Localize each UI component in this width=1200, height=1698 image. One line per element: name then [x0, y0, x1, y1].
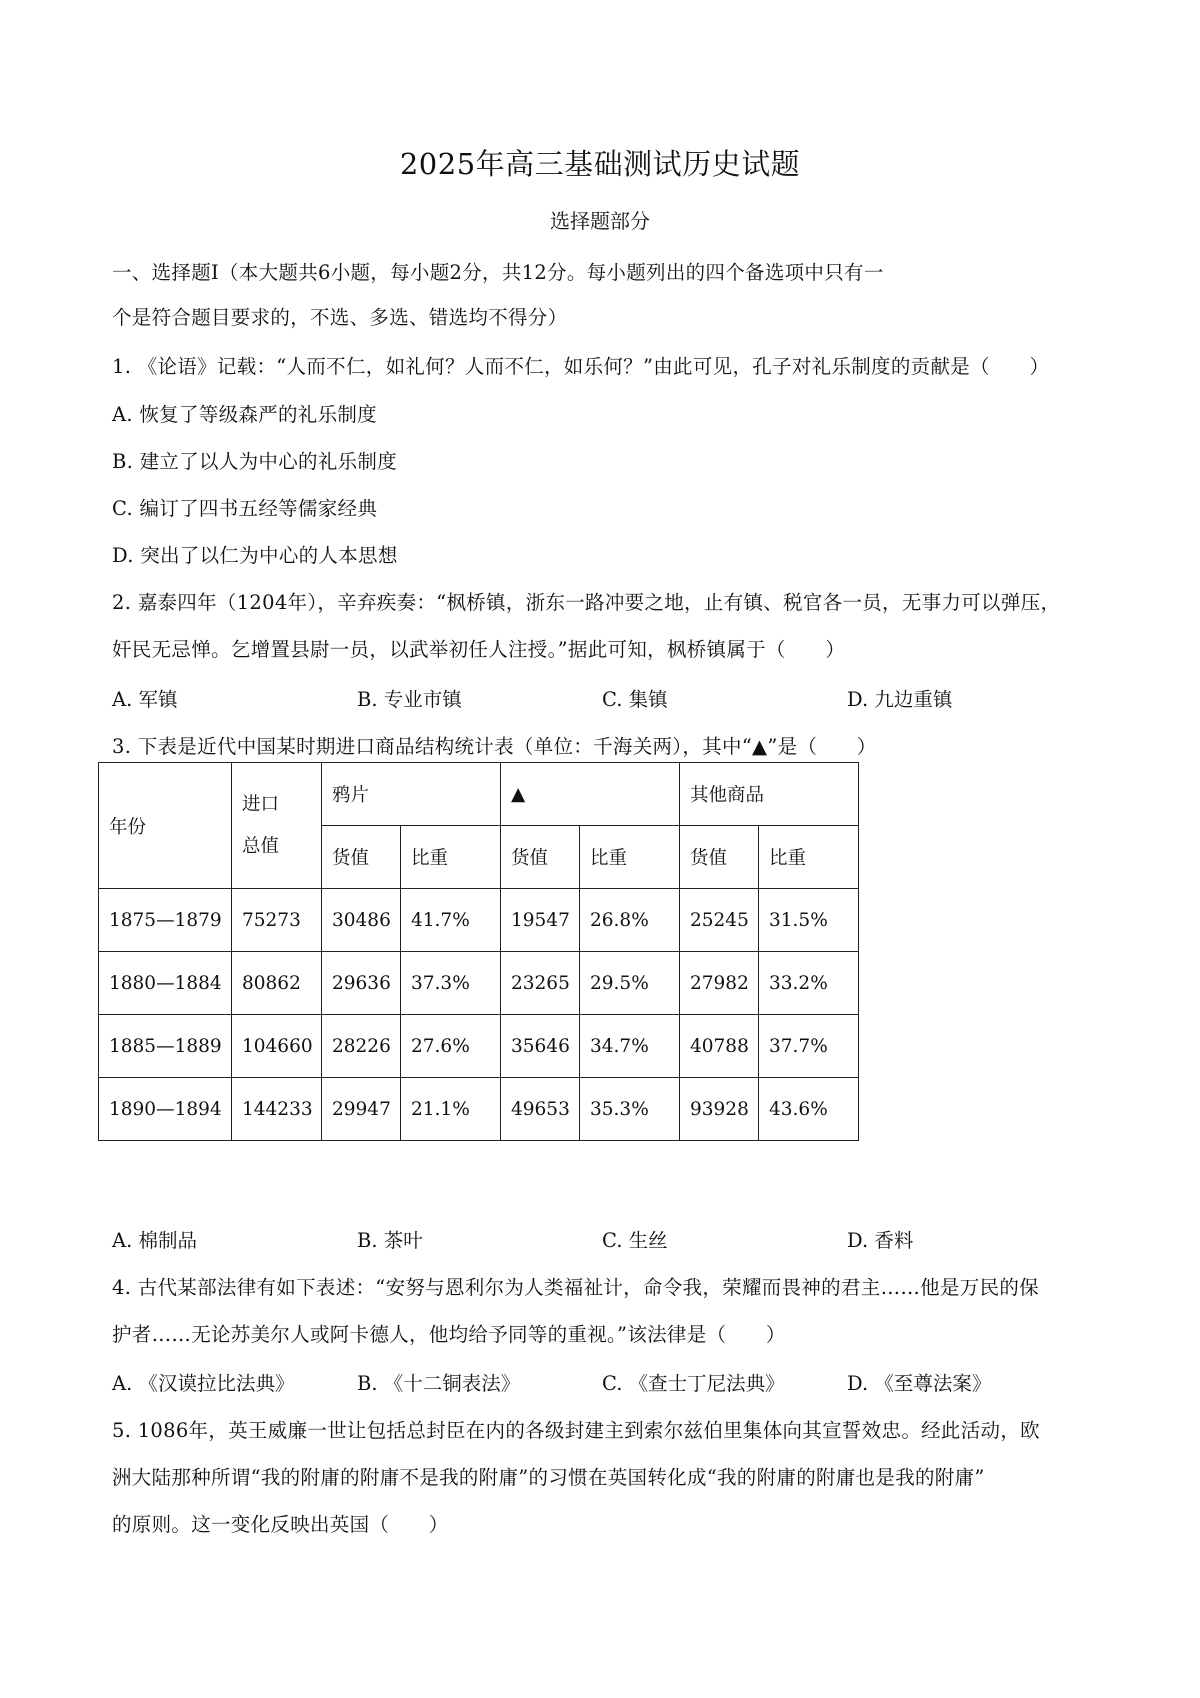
- q3-options: [112, 1225, 1092, 1251]
- subheader-value: 货值: [501, 826, 580, 889]
- cell-year: 1890—1894: [99, 1078, 232, 1141]
- subheader-share: 比重: [759, 826, 859, 889]
- subheader-value: 货值: [322, 826, 401, 889]
- q1-option-d: D. 突出了以仁为中心的人本思想: [112, 544, 398, 567]
- total-header-line1: 进口: [242, 793, 280, 815]
- q2-option-b: B. 专业市镇: [357, 688, 462, 711]
- group-header-opium: 鸦片: [322, 763, 501, 826]
- q5-stem-line1: 5. 1086年，英王威廉一世让包括总封臣在内的各级封建主到索尔兹伯里集体向其宣誓效忠。经此活动，欧: [112, 1419, 1040, 1442]
- table-row: [99, 889, 859, 952]
- q4-stem-line2: 护者……无论苏美尔人或阿卡德人，他均给予同等的重视。”该法律是（ ）: [112, 1323, 786, 1346]
- cell-unknown-value: 23265: [501, 952, 580, 1015]
- cell-unknown-value: 49653: [501, 1078, 580, 1141]
- table-row: [99, 952, 859, 1015]
- cell-opium-share: 27.6%: [401, 1015, 501, 1078]
- cell-unknown-share: 35.3%: [580, 1078, 680, 1141]
- cell-other-value: 27982: [680, 952, 759, 1015]
- subheader-share: 比重: [401, 826, 501, 889]
- total-header: [232, 763, 322, 889]
- q3-stem: 3. 下表是近代中国某时期进口商品结构统计表（单位：千海关两），其中“▲”是（ ）: [112, 735, 877, 758]
- q4-stem-line1: 4. 古代某部法律有如下表述：“安努与恩利尔为人类福祉计，命令我，荣耀而畏神的君主……他是万民的保: [112, 1276, 1039, 1299]
- table-row: [99, 1078, 859, 1141]
- cell-other-value: 93928: [680, 1078, 759, 1141]
- table-header-row: [99, 763, 859, 826]
- cell-year: 1885—1889: [99, 1015, 232, 1078]
- cell-unknown-share: 26.8%: [580, 889, 680, 952]
- q1-option-a: A. 恢复了等级森严的礼乐制度: [112, 403, 377, 426]
- cell-total: 104660: [232, 1015, 322, 1078]
- cell-other-share: 31.5%: [759, 889, 859, 952]
- cell-other-value: 40788: [680, 1015, 759, 1078]
- cell-opium-value: 30486: [322, 889, 401, 952]
- q2-option-d: D. 九边重镇: [847, 688, 953, 711]
- q4-options: [112, 1368, 1092, 1394]
- cell-total: 75273: [232, 889, 322, 952]
- q1-stem: 1. 《论语》记载：“人而不仁，如礼何？人而不仁，如乐何？”由此可见，孔子对礼乐制度的贡献是（ ）: [112, 355, 1050, 378]
- q1-option-c: C. 编订了四书五经等儒家经典: [112, 497, 378, 520]
- cell-other-share: 37.7%: [759, 1015, 859, 1078]
- section-subtitle: 选择题部分: [550, 209, 650, 233]
- cell-unknown-value: 19547: [501, 889, 580, 952]
- group-header-unknown: ▲: [501, 763, 680, 826]
- section-header-line1: 一、选择题Ⅰ（本大题共6小题，每小题2分，共12分。每小题列出的四个备选项中只有一: [112, 261, 884, 284]
- subheader-value: 货值: [680, 826, 759, 889]
- q5-stem-line2: 洲大陆那种所谓“我的附庸的附庸不是我的附庸”的习惯在英国转化成“我的附庸的附庸也是我的附庸”: [112, 1466, 985, 1489]
- cell-year: 1875—1879: [99, 889, 232, 952]
- q4-option-b: B. 《十二铜表法》: [357, 1372, 521, 1395]
- q4-option-c: C. 《查士丁尼法典》: [602, 1372, 785, 1395]
- q4-option-d: D. 《至尊法案》: [847, 1372, 992, 1395]
- table-row: [99, 1015, 859, 1078]
- subheader-share: 比重: [580, 826, 680, 889]
- cell-opium-value: 29947: [322, 1078, 401, 1141]
- cell-other-share: 33.2%: [759, 952, 859, 1015]
- q3-option-b: B. 茶叶: [357, 1229, 423, 1252]
- q3-option-d: D. 香料: [847, 1229, 914, 1252]
- q2-options: [112, 684, 1092, 710]
- import-structure-table: [98, 762, 859, 1141]
- group-header-other: 其他商品: [680, 763, 859, 826]
- section-header-line2: 个是符合题目要求的，不选、多选、错选均不得分）: [112, 306, 568, 329]
- q5-stem-line3: 的原则。这一变化反映出英国（ ）: [112, 1513, 449, 1536]
- cell-other-value: 25245: [680, 889, 759, 952]
- cell-unknown-share: 29.5%: [580, 952, 680, 1015]
- total-header-line2: 总值: [242, 835, 280, 857]
- cell-opium-share: 37.3%: [401, 952, 501, 1015]
- q2-stem-line2: 奸民无忌惮。乞增置县尉一员，以武举初任人注授。”据此可知，枫桥镇属于（ ）: [112, 638, 846, 661]
- cell-other-share: 43.6%: [759, 1078, 859, 1141]
- cell-opium-value: 28226: [322, 1015, 401, 1078]
- exam-title: 2025年高三基础测试历史试题: [399, 147, 801, 181]
- q2-option-c: C. 集镇: [602, 688, 668, 711]
- q2-option-a: A. 军镇: [112, 688, 178, 711]
- cell-opium-share: 41.7%: [401, 889, 501, 952]
- year-header: 年份: [99, 763, 232, 889]
- cell-opium-share: 21.1%: [401, 1078, 501, 1141]
- cell-unknown-share: 34.7%: [580, 1015, 680, 1078]
- q1-option-b: B. 建立了以人为中心的礼乐制度: [112, 450, 398, 473]
- cell-total: 80862: [232, 952, 322, 1015]
- cell-opium-value: 29636: [322, 952, 401, 1015]
- cell-unknown-value: 35646: [501, 1015, 580, 1078]
- q3-option-c: C. 生丝: [602, 1229, 668, 1252]
- cell-year: 1880—1884: [99, 952, 232, 1015]
- q4-option-a: A. 《汉谟拉比法典》: [112, 1372, 295, 1395]
- cell-total: 144233: [232, 1078, 322, 1141]
- q2-stem-line1: 2. 嘉泰四年（1204年），辛弃疾奏：“枫桥镇，浙东一路冲要之地，止有镇、税官各一员，无事力可以弹压，: [112, 591, 1061, 614]
- q3-option-a: A. 棉制品: [112, 1229, 197, 1252]
